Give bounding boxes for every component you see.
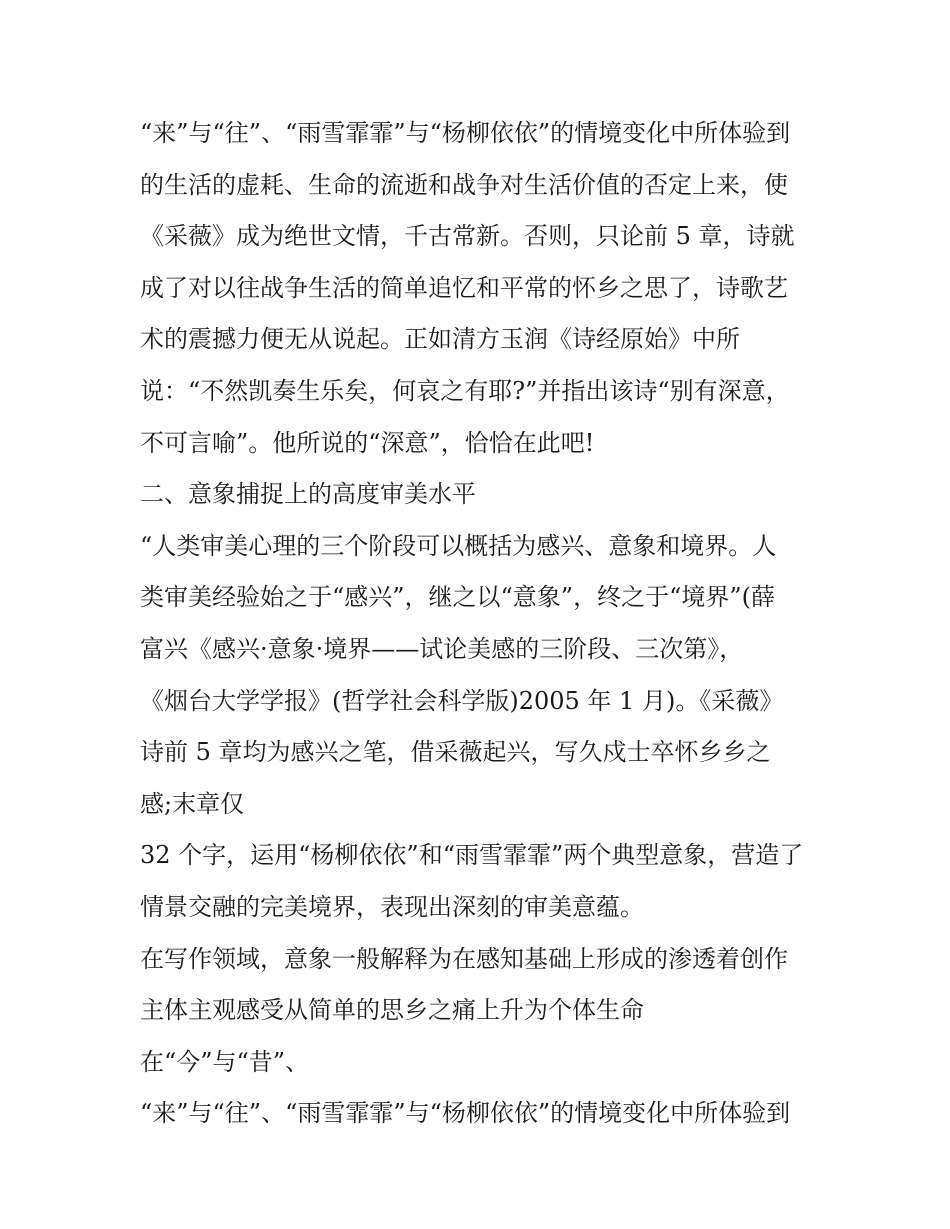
text-line: 情景交融的完美境界，表现出深刻的审美意蕴。: [140, 892, 644, 921]
section-heading: 二、意象捕捉上的高度审美水平: [140, 480, 476, 509]
text-line: 不可言喻”。他所说的“深意”，恰恰在此吧!: [140, 428, 595, 457]
text-line: 《采薇》成为绝世文情，千古常新。否则，只论前 5 章，诗就: [140, 222, 795, 251]
text-line: “人类审美心理的三个阶段可以概括为感兴、意象和境界。人: [140, 531, 777, 560]
text-line: 在“今”与“昔”、: [140, 1047, 310, 1076]
text-line: 说：“不然凯奏生乐矣，何哀之有耶?”并指出该诗“别有深意，: [140, 376, 790, 405]
text-line: 术的震撼力便无从说起。正如清方玉润《诗经原始》中所: [140, 325, 740, 354]
text-line: 诗前 5 章均为感兴之笔，借采薇起兴，写久戍士卒怀乡乡之: [140, 738, 771, 767]
text-line: “来”与“往”、“雨雪霏霏”与“杨柳依依”的情境变化中所体验到: [140, 119, 791, 147]
document-body: [140, 108, 830, 1140]
text-line: 的生活的虚耗、生命的流逝和战争对生活价值的否定上来，使: [140, 170, 788, 199]
text-line: 类审美经验始之于“感兴”，继之以“意象”，终之于“境界”(薛: [140, 583, 775, 612]
text-line: 《烟台大学学报》(哲学社会科学版)2005 年 1 月)。《采薇》: [140, 686, 784, 715]
text-line: 主体主观感受从简单的思乡之痛上升为个体生命: [140, 996, 644, 1025]
text-line: 32 个字，运用“杨柳依依”和“雨雪霏霏”两个典型意象，营造了: [140, 841, 804, 870]
text-line: “来”与“往”、“雨雪霏霏”与“杨柳依依”的情境变化中所体验到: [140, 1099, 791, 1128]
text-line: 成了对以往战争生活的简单追忆和平常的怀乡之思了，诗歌艺: [140, 273, 788, 302]
text-line: 富兴《感兴·意象·境界——试论美感的三阶段、三次第》，: [140, 634, 744, 663]
text-line: 在写作领域，意象一般解释为在感知基础上形成的渗透着创作: [140, 944, 788, 973]
text-line: 感;末章仅: [140, 789, 245, 818]
